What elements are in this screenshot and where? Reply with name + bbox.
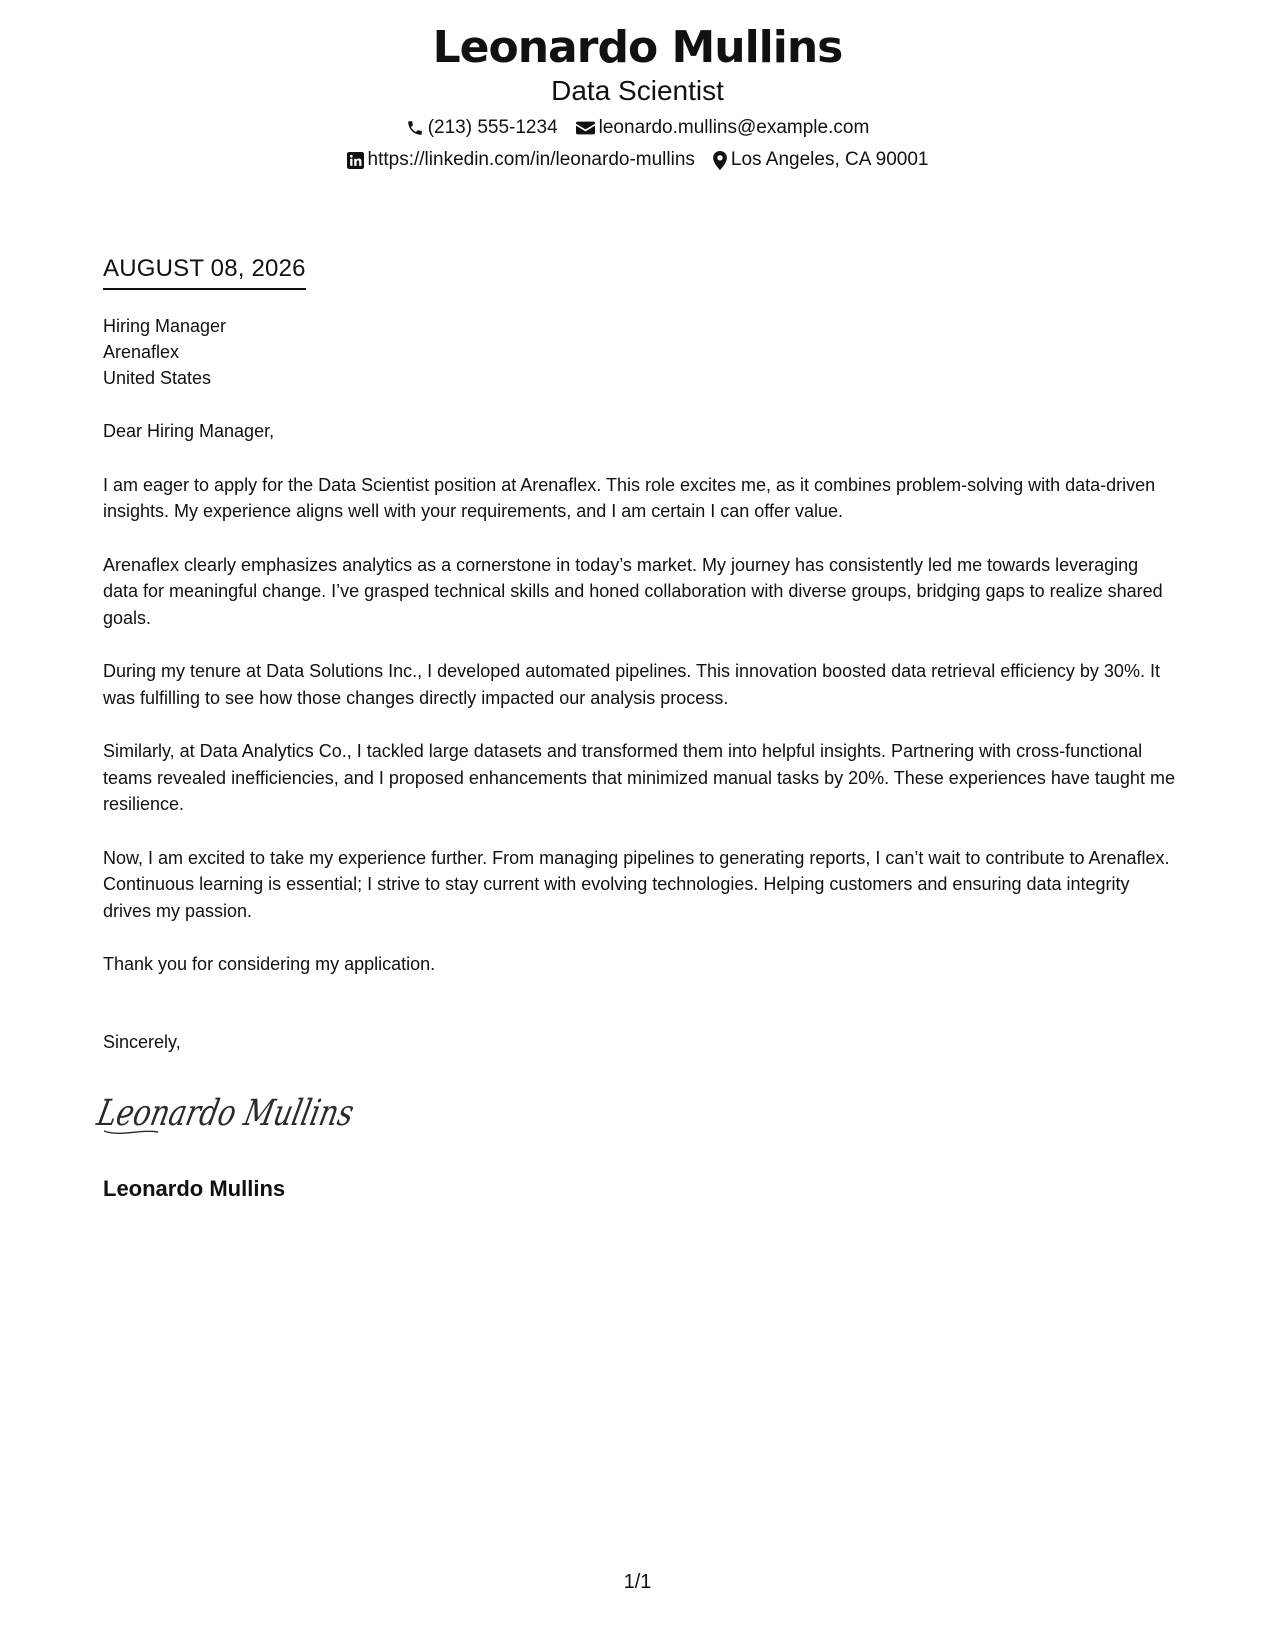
body-paragraph: Arenaflex clearly emphasizes analytics as a cornerstone in today’s market. My journey has consistently led me towards leveraging data for meaningful change. I’ve grasped technical skills and honed collaboration with diverse groups, bridging gaps to realize shared goals. [103, 554, 1163, 628]
recipient-line: Arenaflex [103, 342, 180, 362]
contact-email [576, 116, 870, 140]
handwritten-signature [93, 1085, 424, 1145]
linkedin-link[interactable]: https://linkedin.com/in/leonardo-mullins [367, 149, 695, 170]
body-paragraph: I am eager to apply for the Data Scientist position at Arenaflex. This role excites me, as it combines problem-solving with data-driven insights. My experience aligns well with your requirements, and I am certain I can offer value. [103, 474, 1156, 521]
contact-phone [406, 116, 558, 140]
email-link[interactable]: leonardo.mullins@example.com [598, 117, 870, 138]
recipient-line: Hiring Manager [103, 316, 227, 336]
letter-body [103, 313, 1178, 978]
map-marker-icon [713, 151, 727, 170]
page-number: 1/1 [623, 1571, 652, 1593]
body-paragraph: During my tenure at Data Solutions Inc., I developed automated pipelines. This innovation boosted data retrieval efficiency by 30%. It was fulfilling to see how those changes directly impacted our analysis process. [103, 661, 1160, 708]
letter-date: AUGUST 08, 2026 [103, 254, 306, 290]
contact-location [713, 148, 929, 172]
recipient-block [103, 313, 1178, 391]
applicant-name: Leonardo Mullins [432, 22, 843, 73]
phone-icon [406, 119, 424, 137]
body-paragraph: Now, I am excited to take my experience further. From managing pipelines to generating reports, I can’t wait to contribute to Arenaflex. Continuous learning is essential; I strive to stay current with evolving technologies. Helping customers and ensuring data integrity drives my passion. [103, 847, 1170, 921]
recipient-line: United States [103, 368, 212, 388]
contact-linkedin [347, 148, 695, 172]
signed-name: Leonardo Mullins [103, 1176, 286, 1201]
salutation: Dear Hiring Manager, [103, 421, 275, 441]
location-text: Los Angeles, CA 90001 [730, 149, 929, 170]
svg-text:Leonardo Mullins: Leonardo Mullins [93, 1091, 424, 1134]
letter-header [0, 22, 1275, 172]
closing: Sincerely, [103, 1032, 181, 1052]
applicant-title: Data Scientist [551, 75, 724, 106]
phone-number: (213) 555-1234 [427, 117, 558, 138]
letter-date-block [103, 254, 306, 290]
contact-row-2 [0, 148, 1275, 172]
thank-you-line: Thank you for considering my application. [103, 954, 436, 974]
contact-row-1 [0, 116, 1275, 140]
envelope-icon [576, 120, 595, 136]
linkedin-icon [347, 152, 364, 169]
body-paragraph: Similarly, at Data Analytics Co., I tackled large datasets and transformed them into helpful insights. Partnering with cross-functional teams revealed inefficiencies, and I proposed enhancements that minimized manual tasks by 20%. These experiences have taught me resilience. [103, 741, 1175, 814]
